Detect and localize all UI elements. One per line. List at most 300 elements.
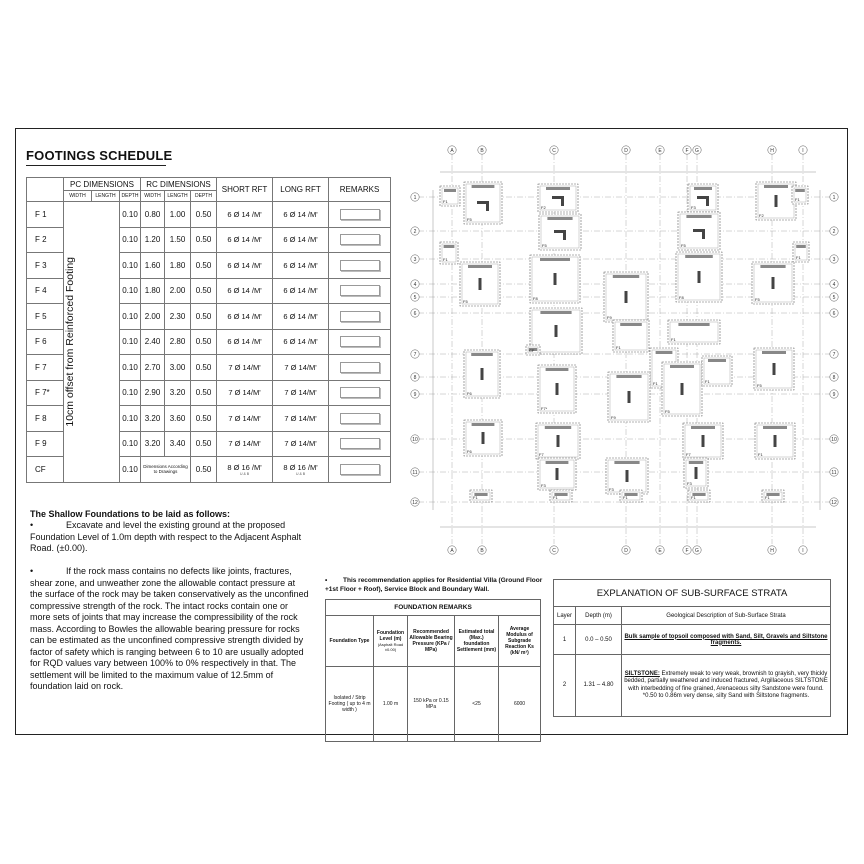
rc-depth: 0.50 bbox=[191, 202, 217, 228]
footing-symbol bbox=[792, 186, 808, 204]
remarks-cell bbox=[329, 253, 391, 279]
sub-pc-length: LENGTH bbox=[92, 191, 120, 202]
grid-bubble-label: D bbox=[624, 548, 628, 554]
remarks-header-text: Estimated total (Max.) foundation Settlement (mm) bbox=[456, 629, 497, 653]
grid-bubble-label: 2 bbox=[832, 229, 836, 235]
footing-name: F 3 bbox=[27, 253, 64, 279]
shallow-paragraph-1 bbox=[30, 520, 310, 555]
grid-bubble-label: 5 bbox=[832, 295, 836, 301]
cf-dims-note: Dimensions According to Drawings bbox=[141, 457, 191, 483]
footing-label: F5 bbox=[757, 383, 762, 388]
footing-tag bbox=[760, 265, 785, 268]
footing-symbol bbox=[676, 252, 722, 302]
grid-bubble-label: 11 bbox=[831, 470, 837, 476]
paragraph-1-text: Excavate and level the existing ground at the proposed Foundation Level of 1.0m depth with respect to the Adjacent Asphalt Road. (±0.00). bbox=[30, 520, 302, 553]
remarks-cell bbox=[329, 431, 391, 457]
bullet-glyph: • bbox=[30, 566, 34, 576]
footing-label: F2 bbox=[759, 213, 764, 218]
rc-width: 1.60 bbox=[141, 253, 165, 279]
footing-tag bbox=[762, 351, 786, 354]
short-rft: 7 Ø 14/M' bbox=[217, 380, 273, 406]
footing-tag bbox=[444, 189, 456, 192]
column-stub bbox=[561, 196, 564, 206]
footing-symbol bbox=[678, 212, 720, 250]
remarks-cell bbox=[329, 304, 391, 330]
footing-symbol bbox=[460, 262, 500, 306]
grid-bubble-label: 3 bbox=[413, 257, 417, 263]
grid-bubble-label: E bbox=[658, 148, 662, 154]
remarks-header-sub: (Asphalt Road ±0.00) bbox=[377, 642, 404, 652]
pc-offset-note bbox=[64, 202, 120, 483]
grid-bubble-label: 10 bbox=[412, 437, 418, 443]
footing-tag bbox=[472, 185, 495, 188]
footing-name: F 4 bbox=[27, 278, 64, 304]
short-rft: 7 Ø 14/M' bbox=[217, 355, 273, 381]
footing-label: F5 bbox=[467, 217, 472, 222]
column-stub bbox=[695, 467, 698, 479]
grid-bubble-label: I bbox=[802, 148, 804, 154]
grid-bubble-label: 12 bbox=[412, 500, 418, 506]
long-rft: 7 Ø 14/M' bbox=[273, 355, 329, 381]
footing-name: CF bbox=[27, 457, 64, 483]
remarks-header-text: Foundation Type bbox=[329, 638, 370, 644]
pc-depth: 0.10 bbox=[120, 406, 141, 432]
rc-depth: 0.50 bbox=[191, 253, 217, 279]
sub-pc-width: WIDTH bbox=[64, 191, 92, 202]
sub-surface-strata-table bbox=[553, 579, 831, 717]
footing-symbol bbox=[440, 186, 460, 206]
footing-tag bbox=[691, 426, 715, 429]
column-stub bbox=[628, 391, 631, 403]
footing-tag bbox=[708, 359, 726, 362]
header-remarks: REMARKS bbox=[329, 178, 391, 202]
footing-symbol bbox=[440, 242, 458, 264]
footing-tag bbox=[694, 187, 712, 190]
rc-depth: 0.50 bbox=[191, 431, 217, 457]
column-stub bbox=[486, 201, 489, 211]
strata-desc-2-text: Extremely weak to very weak, brownish to grayish, very thickly bedded, partially weathered and induced fractured, Argillaceous SILTSTONE with interbedding of fine grained, Arenaceous silty Sandstone were found. *0.50 to 0.86m very dense, silty Sand with Siltstone fragments. bbox=[624, 670, 828, 699]
strata-layer-1: 1 bbox=[554, 625, 576, 655]
footing-symbol bbox=[538, 365, 576, 413]
column-stub bbox=[481, 368, 484, 380]
column-stub bbox=[556, 383, 559, 395]
footing-label: F2 bbox=[541, 205, 546, 210]
footing-tag bbox=[614, 461, 639, 464]
footing-label: F3 bbox=[541, 483, 546, 488]
pc-offset-text: 10cm offset from Reinforced Footing bbox=[64, 256, 76, 427]
column-stub bbox=[772, 277, 775, 289]
footing-tag bbox=[472, 423, 495, 426]
grid-bubble-label: B bbox=[480, 548, 484, 554]
footing-symbol bbox=[538, 458, 576, 490]
remarks-box bbox=[340, 362, 380, 373]
strata-header-layer: Layer bbox=[554, 607, 576, 625]
grid-bubble-label: F bbox=[685, 148, 689, 154]
long-rft: 6 Ø 14 /M' bbox=[273, 253, 329, 279]
long-rft-value: 8 Ø 16 /M' bbox=[283, 462, 318, 472]
remarks-value: 6000 bbox=[499, 667, 541, 742]
footing-label: F1 bbox=[765, 495, 770, 500]
footing-symbol bbox=[613, 320, 649, 352]
strata-depth-1: 0.0 – 0.50 bbox=[576, 625, 622, 655]
rc-width: 2.90 bbox=[141, 380, 165, 406]
foundation-plan-drawing bbox=[400, 140, 848, 560]
footing-symbol bbox=[683, 423, 723, 459]
remarks-header-text: Average Modulus of Subgrade Reaction Ks (kN/ m³) bbox=[505, 626, 534, 656]
rc-length: 1.00 bbox=[165, 202, 191, 228]
remarks-box bbox=[340, 260, 380, 271]
rc-depth: 0.50 bbox=[191, 457, 217, 483]
footing-tag bbox=[616, 375, 641, 378]
footing-symbol bbox=[526, 345, 540, 355]
grid-bubble-label: 1 bbox=[413, 195, 417, 201]
footing-tag bbox=[678, 323, 709, 326]
grid-bubble-label: B bbox=[480, 148, 484, 154]
footing-label: F5 bbox=[665, 409, 670, 414]
footing-tag bbox=[620, 323, 642, 326]
short-rft: 6 Ø 14 /M' bbox=[217, 227, 273, 253]
rc-length: 3.60 bbox=[165, 406, 191, 432]
rc-width: 1.20 bbox=[141, 227, 165, 253]
footing-tag bbox=[656, 351, 673, 354]
remarks-box bbox=[340, 464, 380, 475]
footing-name: F 1 bbox=[27, 202, 64, 228]
footing-label: F1 bbox=[796, 255, 801, 260]
grid-bubble-label: H bbox=[770, 148, 774, 154]
footing-tag bbox=[685, 255, 713, 258]
footing-name: F 2 bbox=[27, 227, 64, 253]
footing-label: F1 bbox=[705, 379, 710, 384]
grid-bubble-label: 10 bbox=[831, 437, 837, 443]
footing-name: F 7 bbox=[27, 355, 64, 381]
footing-tag bbox=[545, 426, 571, 429]
column-stub bbox=[625, 291, 628, 303]
footing-symbol bbox=[620, 490, 642, 502]
header-short-rft: SHORT RFT bbox=[217, 178, 273, 202]
long-rft-note: U & B bbox=[295, 471, 306, 476]
footing-name: F 5 bbox=[27, 304, 64, 330]
paragraph-2-text: If the rock mass contains no defects like joints, fractures, shear zone, and unweather zone the allowable contact pressure at the surface of the rock may be taken conservatively as the unconfined compressive strength of the rock. The intact rocks contain one or more sets of joints that may increase the compressibility of the rock mass. According to Bowles the allowable bearing pressure for rocks can be estimated as the unconfined compressive strength divided by factor of safety which is ranging between 6 to 10 are usually adopted for RQD values vary between 100% to 0% respectively in that. The settlement will be limited to the maximum value of 12.5mm of foundation laid on rock. bbox=[30, 566, 309, 691]
strata-caption: EXPLANATION OF SUB-SURFACE STRATA bbox=[554, 580, 831, 607]
short-rft: 7 Ø 14/M' bbox=[217, 406, 273, 432]
foundation-remarks-table bbox=[325, 599, 541, 742]
shallow-paragraph-2 bbox=[30, 566, 310, 693]
column-stub bbox=[557, 435, 560, 447]
rc-width: 3.20 bbox=[141, 406, 165, 432]
footing-label: F1 bbox=[758, 452, 763, 457]
grid-bubble-label: D bbox=[624, 148, 628, 154]
rc-depth: 0.50 bbox=[191, 227, 217, 253]
grid-bubble-label: C bbox=[552, 548, 556, 554]
rc-depth: 0.50 bbox=[191, 278, 217, 304]
column-stub bbox=[563, 230, 566, 240]
remarks-value: 150 kPa or 0.15 MPa bbox=[408, 667, 455, 742]
rc-length: 2.80 bbox=[165, 329, 191, 355]
grid-bubble-label: G bbox=[695, 148, 699, 154]
remarks-cell bbox=[329, 355, 391, 381]
footing-symbol bbox=[539, 214, 581, 250]
strata-header-description: Geological Description of Sub-Surface Strata bbox=[622, 607, 831, 625]
grid-bubble-label: 9 bbox=[832, 392, 836, 398]
remarks-box bbox=[340, 387, 380, 398]
footing-label: F5 bbox=[463, 299, 468, 304]
grid-bubble-label: 11 bbox=[412, 470, 418, 476]
footing-symbol bbox=[793, 242, 809, 262]
footing-symbol bbox=[684, 458, 708, 488]
grid-bubble-label: 6 bbox=[413, 311, 417, 317]
footing-symbol bbox=[464, 350, 500, 398]
grid-bubble-label: 5 bbox=[413, 295, 417, 301]
grid-bubble-label: 3 bbox=[832, 257, 836, 263]
footings-schedule-table bbox=[26, 177, 391, 483]
strata-desc-1-lead: Bulk sample of topsoil composed with Sand, Silt, Gravels and Siltstone fragments. bbox=[624, 633, 828, 646]
header-rc: RC DIMENSIONS bbox=[141, 178, 217, 191]
header-long-rft: LONG RFT bbox=[273, 178, 329, 202]
short-rft: 6 Ø 14 /M' bbox=[217, 329, 273, 355]
grid-bubble-label: A bbox=[450, 148, 454, 154]
schedule-row bbox=[27, 202, 391, 228]
rc-length: 2.30 bbox=[165, 304, 191, 330]
grid-bubble-label: 7 bbox=[832, 352, 836, 358]
footing-label: CF bbox=[529, 348, 535, 353]
footing-symbol bbox=[470, 490, 492, 502]
footing-symbol bbox=[536, 423, 580, 459]
footing-symbol bbox=[550, 490, 572, 502]
column-stub bbox=[554, 273, 557, 285]
rc-width: 2.00 bbox=[141, 304, 165, 330]
footing-tag bbox=[763, 426, 787, 429]
long-rft: 6 Ø 14 /M' bbox=[273, 278, 329, 304]
footing-label: F5 bbox=[755, 297, 760, 302]
grid-bubble-label: E bbox=[658, 548, 662, 554]
footing-label: F1 bbox=[473, 495, 478, 500]
foundation-remarks-caption: FOUNDATION REMARKS bbox=[326, 600, 541, 616]
footing-symbol bbox=[530, 255, 580, 303]
column-stub bbox=[482, 432, 485, 444]
footing-tag bbox=[546, 461, 569, 464]
column-stub bbox=[774, 435, 777, 447]
footing-label: F1 bbox=[653, 381, 658, 386]
remarks-box bbox=[340, 438, 380, 449]
footing-label: F7 bbox=[686, 452, 691, 457]
grid-bubble-label: A bbox=[450, 548, 454, 554]
column-stub bbox=[706, 196, 709, 206]
header-footing bbox=[27, 178, 64, 202]
remarks-header bbox=[374, 616, 408, 667]
short-rft: 6 Ø 14 /M' bbox=[217, 253, 273, 279]
recommendation-note-text: This recommendation applies for Residential Villa (Ground Floor +1st Floor + Roof), Service Block and Boundary Wall. bbox=[325, 577, 543, 593]
footing-tag bbox=[471, 353, 493, 356]
long-rft bbox=[273, 457, 329, 483]
long-rft: 7 Ø 14/M' bbox=[273, 431, 329, 457]
footing-symbol bbox=[754, 348, 794, 390]
grid-bubble-label: 8 bbox=[413, 375, 417, 381]
title-underline bbox=[26, 165, 166, 166]
footing-label: F8 bbox=[533, 296, 538, 301]
rc-width: 1.80 bbox=[141, 278, 165, 304]
pc-depth: 0.10 bbox=[120, 253, 141, 279]
footing-symbol bbox=[464, 420, 502, 456]
pc-depth: 0.10 bbox=[120, 457, 141, 483]
sub-rc-depth: DEPTH bbox=[191, 191, 217, 202]
pc-depth: 0.10 bbox=[120, 227, 141, 253]
footing-label: F1 bbox=[691, 495, 696, 500]
long-rft: 6 Ø 14 /M' bbox=[273, 329, 329, 355]
footing-name: F 8 bbox=[27, 406, 64, 432]
remarks-box bbox=[340, 413, 380, 424]
grid-bubble-label: I bbox=[802, 548, 804, 554]
recommendation-note bbox=[325, 576, 545, 594]
column-stub bbox=[479, 278, 482, 290]
footing-symbol bbox=[762, 490, 784, 502]
long-rft: 7 Ø 14/M' bbox=[273, 406, 329, 432]
column-stub bbox=[556, 468, 559, 480]
footing-symbol bbox=[688, 490, 710, 502]
footing-label: F1 bbox=[553, 495, 558, 500]
footing-symbol bbox=[756, 182, 796, 220]
shallow-foundations-title: The Shallow Foundations to be laid as follows: bbox=[30, 509, 231, 519]
remarks-cell bbox=[329, 329, 391, 355]
long-rft: 6 Ø 14 /M' bbox=[273, 304, 329, 330]
footing-tag bbox=[613, 275, 639, 278]
rc-width: 2.40 bbox=[141, 329, 165, 355]
footing-symbol bbox=[688, 184, 718, 212]
footing-symbol bbox=[668, 320, 720, 344]
footing-label: F1 bbox=[616, 345, 621, 350]
footing-symbol bbox=[538, 184, 578, 212]
pc-depth: 0.10 bbox=[120, 304, 141, 330]
footing-label: F1 bbox=[795, 197, 800, 202]
grid-bubble-label: F bbox=[685, 548, 689, 554]
footing-symbol bbox=[755, 423, 795, 459]
remarks-value: Isolated / Strip Footing ( up to 4 m width ) bbox=[326, 667, 374, 742]
pc-depth: 0.10 bbox=[120, 202, 141, 228]
sub-rc-width: WIDTH bbox=[141, 191, 165, 202]
footing-symbol bbox=[662, 362, 702, 416]
short-rft: 7 Ø 14/M' bbox=[217, 431, 273, 457]
bullet-glyph: • bbox=[30, 520, 34, 530]
rc-length: 1.80 bbox=[165, 253, 191, 279]
rc-depth: 0.50 bbox=[191, 329, 217, 355]
grid-bubble-label: 2 bbox=[413, 229, 417, 235]
footing-symbol bbox=[464, 182, 502, 224]
footing-tag bbox=[468, 265, 492, 268]
footing-label: F9 bbox=[611, 415, 616, 420]
remarks-value: 1.00 m bbox=[374, 667, 408, 742]
column-stub bbox=[775, 195, 778, 207]
footing-tag bbox=[540, 311, 571, 314]
footing-label: F3 bbox=[687, 481, 692, 486]
footing-tag bbox=[546, 368, 569, 371]
pc-depth: 0.10 bbox=[120, 355, 141, 381]
remarks-cell bbox=[329, 278, 391, 304]
grid-bubble-label: 4 bbox=[832, 282, 836, 288]
remarks-cell bbox=[329, 380, 391, 406]
footing-label: F6 bbox=[467, 391, 472, 396]
rc-depth: 0.50 bbox=[191, 380, 217, 406]
rc-depth: 0.50 bbox=[191, 304, 217, 330]
column-stub bbox=[702, 435, 705, 447]
short-rft-value: 8 Ø 16 /M' bbox=[227, 462, 262, 472]
grid-bubble-label: H bbox=[770, 548, 774, 554]
header-pc: PC DIMENSIONS bbox=[64, 178, 141, 191]
footing-tag bbox=[796, 245, 806, 248]
grid-bubble-label: 12 bbox=[831, 500, 837, 506]
long-rft: 7 Ø 14/M' bbox=[273, 380, 329, 406]
remarks-cell bbox=[329, 457, 391, 483]
short-rft bbox=[217, 457, 273, 483]
strata-desc-2-lead: SILTSTONE: bbox=[624, 670, 660, 677]
strata-description-1 bbox=[622, 625, 831, 655]
strata-layer-2: 2 bbox=[554, 655, 576, 717]
rc-depth: 0.50 bbox=[191, 406, 217, 432]
bullet-glyph: • bbox=[325, 577, 328, 584]
long-rft: 6 Ø 14 /M' bbox=[273, 202, 329, 228]
remarks-cell bbox=[329, 406, 391, 432]
remarks-cell bbox=[329, 227, 391, 253]
pc-depth: 0.10 bbox=[120, 278, 141, 304]
strata-depth-2: 1.31 – 4.80 bbox=[576, 655, 622, 717]
footing-label: F1 bbox=[443, 257, 448, 262]
remarks-box bbox=[340, 311, 380, 322]
footing-label: F7 bbox=[539, 452, 544, 457]
footing-symbol bbox=[606, 458, 648, 494]
rc-length: 3.20 bbox=[165, 380, 191, 406]
pc-depth: 0.10 bbox=[120, 431, 141, 457]
short-rft-note: U & B bbox=[239, 471, 250, 476]
column-stub bbox=[698, 271, 701, 283]
grid-bubble-label: 9 bbox=[413, 392, 417, 398]
long-rft: 6 Ø 14 /M' bbox=[273, 227, 329, 253]
remarks-box bbox=[340, 336, 380, 347]
remarks-value: <25 bbox=[455, 667, 499, 742]
grid-bubble-label: G bbox=[695, 548, 699, 554]
column-stub bbox=[555, 325, 558, 337]
grid-bubble-label: 7 bbox=[413, 352, 417, 358]
footing-label: F5 bbox=[542, 243, 547, 248]
remarks-header-text: Foundation Level (m) bbox=[376, 630, 405, 642]
footing-tag bbox=[764, 185, 788, 188]
short-rft: 6 Ø 14 /M' bbox=[217, 304, 273, 330]
rc-width: 3.20 bbox=[141, 431, 165, 457]
footing-symbol bbox=[752, 262, 794, 304]
footing-tag bbox=[540, 258, 570, 261]
remarks-box bbox=[340, 209, 380, 220]
footing-symbol bbox=[608, 372, 650, 422]
footing-label: F6 bbox=[467, 449, 472, 454]
strata-description-2 bbox=[622, 655, 831, 717]
remarks-header bbox=[499, 616, 541, 667]
column-stub bbox=[626, 470, 629, 482]
footing-tag bbox=[686, 215, 711, 218]
column-stub bbox=[773, 363, 776, 375]
short-rft: 6 Ø 14 /M' bbox=[217, 202, 273, 228]
sub-pc-depth: DEPTH bbox=[120, 191, 141, 202]
footing-name: F 6 bbox=[27, 329, 64, 355]
rc-length: 3.00 bbox=[165, 355, 191, 381]
footing-symbol bbox=[702, 356, 732, 386]
rc-width: 0.80 bbox=[141, 202, 165, 228]
schedule-title: FOOTINGS SCHEDULE bbox=[26, 148, 173, 163]
footing-tag bbox=[546, 187, 570, 190]
remarks-header bbox=[455, 616, 499, 667]
remarks-box bbox=[340, 285, 380, 296]
footing-label: F1 bbox=[671, 337, 676, 342]
footing-label: F5 bbox=[681, 243, 686, 248]
footing-label: F3 bbox=[609, 487, 614, 492]
footing-tag bbox=[547, 217, 572, 220]
rc-length: 2.00 bbox=[165, 278, 191, 304]
